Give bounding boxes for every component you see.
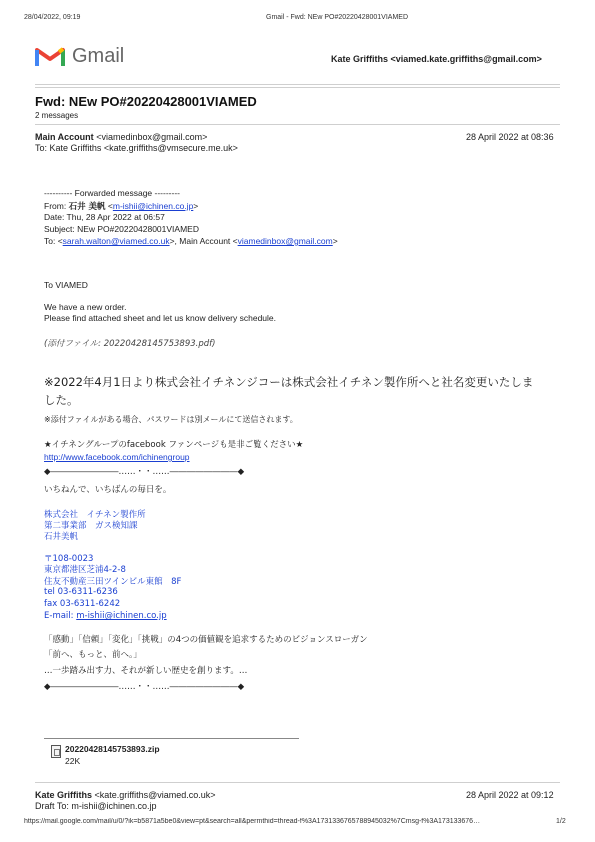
signature-divider-2: ◆――――――――‥‥‥・・‥‥‥――――――――◆ [44,682,245,692]
header-divider-2 [35,87,560,88]
zip-file-icon [51,745,61,758]
message1-sender[interactable] [35,132,207,142]
attachment-note: (添付ファイル: 20220428145753893.pdf) [44,339,216,349]
gmail-wordmark: Gmail [72,45,125,67]
message1-date: 28 April 2022 at 08:36 [466,132,554,142]
print-page-number: 1/2 [556,818,566,825]
signature-divider-1: ◆――――――――‥‥‥・・‥‥‥――――――――◆ [44,467,245,477]
print-title: Gmail - Fwd: NEw PO#20220428001VIAMED [266,14,409,21]
message2-sender[interactable] [35,790,216,800]
to-label: To: [44,236,58,246]
thread-divider [35,124,560,125]
notice-line-1: ※2022年4月1日より株式会社イチネンジコーは株式会社イチネン製作所へと社名変更いたしま [44,375,534,389]
from-email-link[interactable]: m-ishii@ichinen.co.jp [112,201,194,211]
message-divider [35,782,560,783]
notice-line-2: した。 [44,393,79,407]
to-mid: >, Main Account < [169,236,238,246]
fwd-from: From: 石井 美帆 <m-ishii@ichinen.co.jp> [44,201,199,212]
print-url: https://mail.google.com/mail/u/0/?ik=b5871a5be0&view=pt&search=all&permthid=thread-f%3A1731336765788945032%7Cmsg-f%3A173133676… [24,818,481,825]
sig-department: 第二事業部 ガス検知課 [44,521,138,531]
facebook-link[interactable]: http://www.facebook.com/ichinengroup [44,452,190,462]
header-divider [35,84,560,85]
attachment-name[interactable]: 20220428145753893.zip [65,744,160,754]
greeting: To VIAMED [44,280,88,290]
body-line-1: We have a new order. [44,302,127,312]
sig-address-2: 住友不動産三田ツインビル東館 8F [44,577,182,587]
sender-email: <viamedinbox@gmail.com> [96,132,208,142]
sender-name: Kate Griffiths [35,790,93,800]
message-count: 2 messages [35,111,79,120]
motto: いちねんで、いちばんの毎日を。 [44,485,172,495]
sig-email-link[interactable]: m-ishii@ichinen.co.jp [76,611,167,621]
sig-email [44,611,167,621]
sig-company: 株式会社 イチネン製作所 [44,510,146,520]
account-user: Kate Griffiths <viamed.kate.griffiths@gmail.com> [331,54,542,64]
sig-tel: tel 03-6311-6236 [44,587,118,597]
sig-email-label: E-mail: [44,611,77,621]
sig-person: 石井美帆 [44,532,79,542]
message2-to: Draft To: m-ishii@ichinen.co.jp [35,801,157,811]
message1-to: To: Kate Griffiths <kate.griffiths@vmsecure.me.uk> [35,143,238,153]
sig-fax: fax 03-6311-6242 [44,599,121,609]
fwd-header: ---------- Forwarded message --------- [44,188,180,198]
slogan-line-1: 「感動」「信頼」「変化」「挑戦」の4つの価値観を追求するためのビジョンスローガン [44,635,368,645]
sender-email: <kate.griffiths@viamed.co.uk> [94,790,216,800]
thread-subject: Fwd: NEw PO#20220428001VIAMED [35,94,257,109]
from-name: 石井 美帆 [68,202,106,212]
sig-postal: 〒108-0023 [44,554,94,564]
to-email1-link[interactable]: sarah.walton@viamed.co.uk [62,236,170,246]
attachment-divider [44,738,299,739]
slogan-line-2: 「前へ、もっと、前へ。」 [44,650,142,660]
gmail-m-icon [35,44,65,68]
sig-address-1: 東京都港区芝浦4-2-8 [44,565,126,575]
facebook-line: ★イチネングループのfacebook ファンページも是非ご覧ください★ [44,440,304,450]
from-label: From: [44,201,69,211]
fwd-to: To: <sarah.walton@viamed.co.uk>, Main Account <viamedinbox@gmail.com> [44,236,338,246]
print-datetime: 28/04/2022, 09:19 [24,14,81,21]
sender-name: Main Account [35,132,94,142]
body-line-2: Please find attached sheet and let us know delivery schedule. [44,313,277,323]
attachment-size: 22K [65,756,81,766]
slogan-line-3: …一歩踏み出す力、それが新しい歴史を創ります。… [44,666,248,676]
fwd-date: Date: Thu, 28 Apr 2022 at 06:57 [44,212,165,222]
password-note: ※添付ファイルがある場合、パスワードは別メールにて送信されます。 [44,415,298,424]
gmail-logo[interactable] [35,44,65,70]
message2-date: 28 April 2022 at 09:12 [466,790,554,800]
to-email2-link[interactable]: viamedinbox@gmail.com [237,236,333,246]
fwd-subject: Subject: NEw PO#20220428001VIAMED [44,224,199,234]
